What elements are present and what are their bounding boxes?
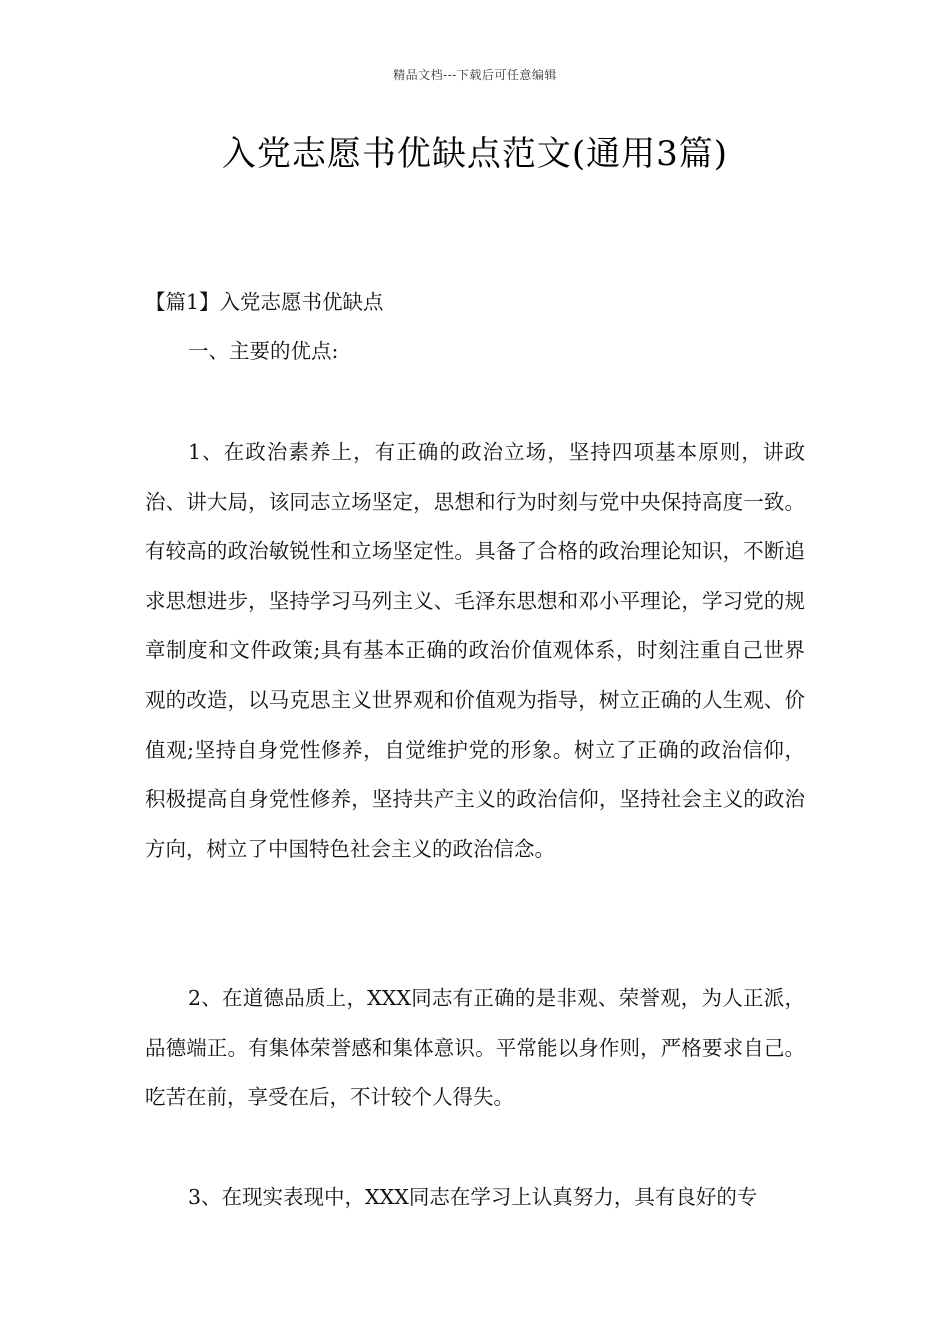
- sub-heading: 一、主要的优点:: [188, 339, 339, 363]
- paragraph-2: 2、在道德品质上，XXX同志有正确的是非观、荣誉观，为人正派，品德端正。有集体荣誉感和集体意识。平常能以身作则，严格要求自己。吃苦在前，享受在后，不计较个人得失。: [145, 986, 805, 1110]
- document-title: 入党志愿书优缺点范文(通用3篇): [221, 134, 729, 174]
- section-heading: 【篇1】入党志愿书优缺点: [145, 290, 384, 314]
- paragraph-3: 3、在现实表现中，XXX同志在学习上认真努力，具有良好的专: [188, 1185, 758, 1209]
- header-note: 精品文档---下载后可任意编辑: [393, 68, 557, 82]
- paragraph-1: 1、在政治素养上，有正确的政治立场，坚持四项基本原则，讲政治、讲大局，该同志立场坚定，思想和行为时刻与党中央保持高度一致。有较高的政治敏锐性和立场坚定性。具备了合格的政治理论知识，不断追求思想进步，坚持学习马列主义、毛泽东思想和邓小平理论，学习党的规章制度和文件政策;具有基本正确的政治价值观体系，时刻注重自己世界观的改造，以马克思主义世界观和价值观为指导，树立正确的人生观、价值观;坚持自身党性修养，自觉维护党的形象。树立了正确的政治信仰，积极提高自身党性修养，坚持共产主义的政治信仰，坚持社会主义的政治方向，树立了中国特色社会主义的政治信念。: [145, 440, 805, 861]
